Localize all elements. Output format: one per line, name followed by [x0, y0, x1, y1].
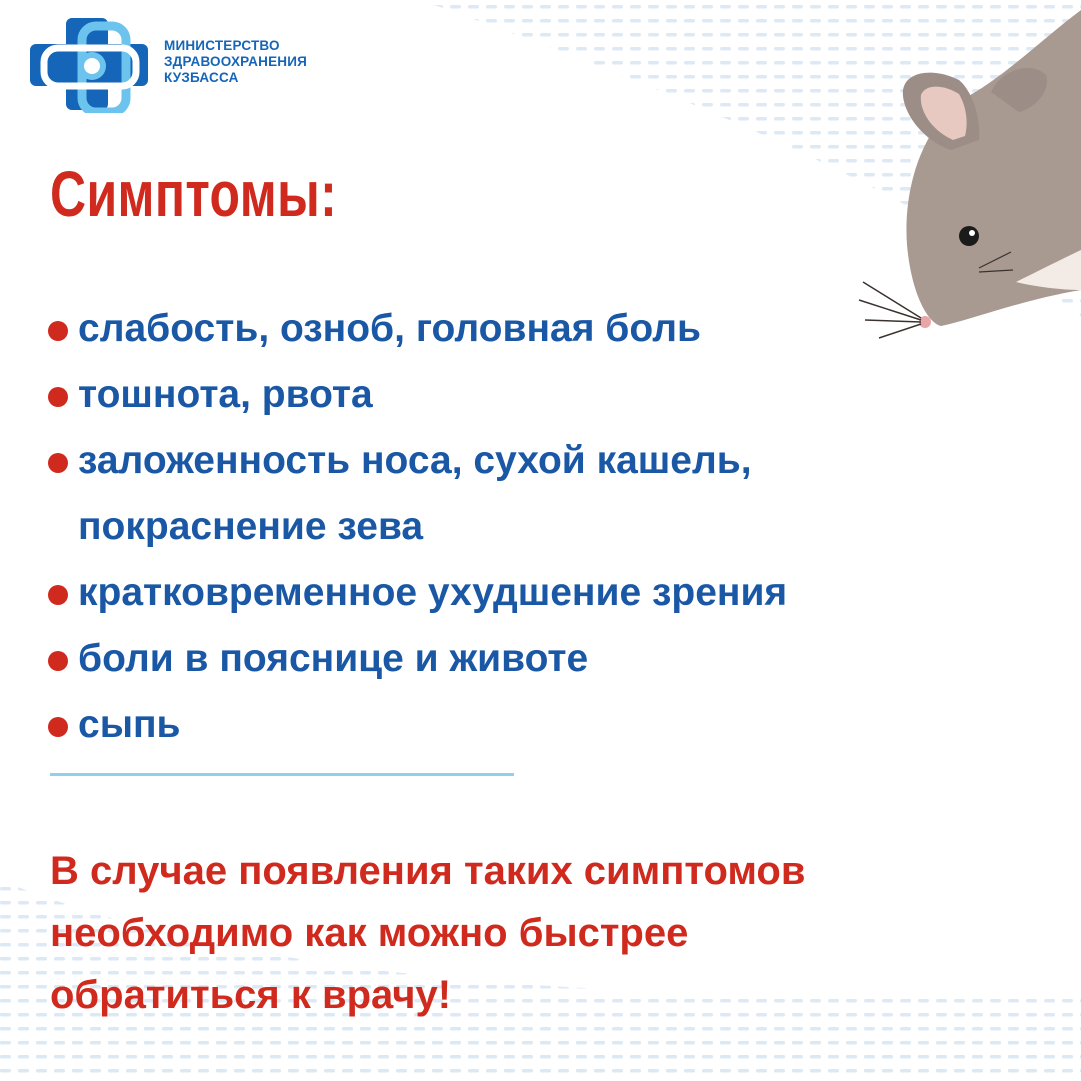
bullet-dot-icon — [48, 387, 68, 407]
symptom-text: покраснение зева — [78, 505, 424, 548]
medical-cross-logo-icon — [30, 18, 170, 113]
symptom-list — [48, 296, 787, 758]
symptom-text: боли в пояснице и животе — [78, 637, 589, 680]
list-item — [48, 626, 787, 692]
symptom-text: тошнота, рвота — [78, 373, 373, 416]
mouse-illustration-icon — [841, 0, 1081, 340]
list-item — [48, 692, 787, 758]
warning-line: необходимо как можно быстрее — [50, 911, 689, 955]
organization-name — [164, 38, 307, 86]
warning-line: обратиться к врачу! — [50, 973, 452, 1017]
bullet-dot-icon — [48, 651, 68, 671]
bullet-dot-icon — [48, 453, 68, 473]
symptom-text: заложенность носа, сухой кашель, — [78, 439, 752, 482]
divider — [50, 773, 514, 776]
list-item — [48, 428, 787, 560]
list-item — [48, 560, 787, 626]
list-item — [48, 296, 787, 362]
warning-line: В случае появления таких симптомов — [50, 849, 806, 893]
symptom-text: слабость, озноб, головная боль — [78, 307, 701, 350]
bullet-dot-icon — [48, 585, 68, 605]
bullet-dot-icon — [48, 717, 68, 737]
organization-line: ЗДРАВООХРАНЕНИЯ — [164, 54, 308, 69]
organization-line: МИНИСТЕРСТВО — [164, 38, 280, 53]
warning-text — [50, 840, 805, 1026]
bullet-dot-icon — [48, 321, 68, 341]
symptom-text: кратковременное ухудшение зрения — [78, 571, 788, 614]
organization-line: КУЗБАССА — [164, 70, 239, 85]
list-item — [48, 362, 787, 428]
symptom-text: сыпь — [78, 703, 181, 746]
page-title: Симптомы: — [50, 158, 338, 230]
